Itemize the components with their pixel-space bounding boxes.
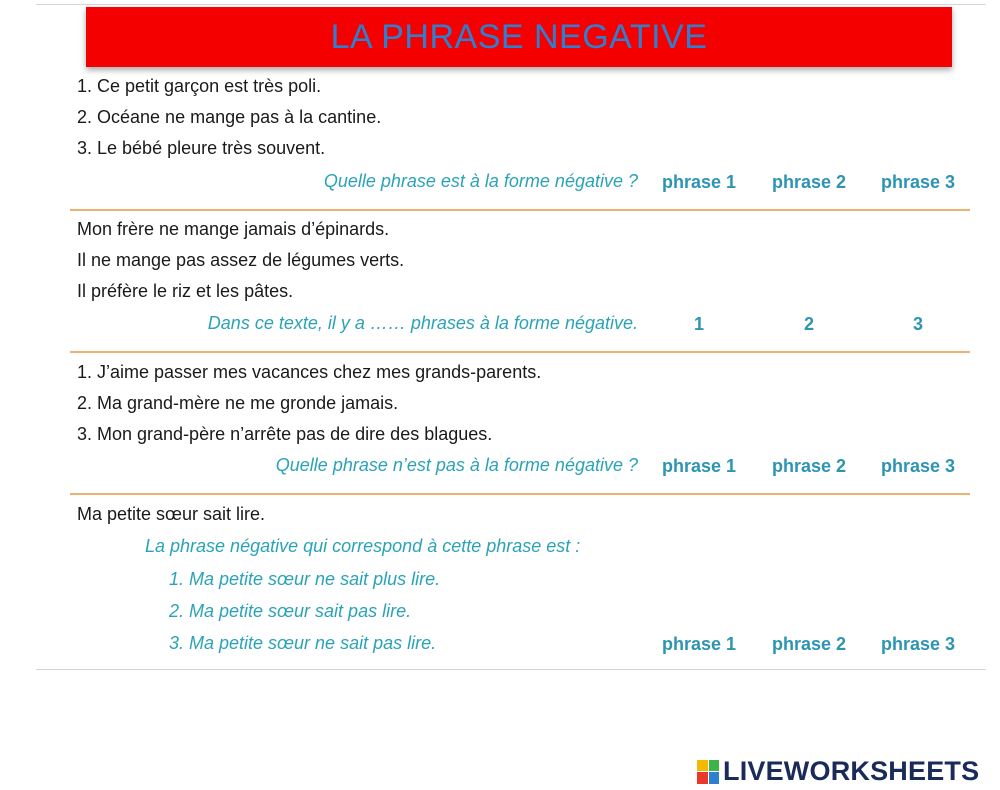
answer-option-1[interactable]: 1: [693, 314, 704, 334]
answer-option-1[interactable]: phrase 1: [661, 456, 737, 476]
question-text: Quelle phrase n’est pas à la forme négative ?: [275, 455, 638, 475]
section-divider: [70, 209, 970, 211]
answer-option-2[interactable]: 2: [803, 314, 814, 334]
sentence-line: 1. J’aime passer mes vacances chez mes grands-parents.: [77, 362, 542, 382]
title-banner: [86, 7, 952, 67]
answer-option-2[interactable]: phrase 2: [771, 634, 847, 654]
question-text: La phrase négative qui correspond à cette phrase est :: [145, 536, 581, 556]
top-border: [36, 4, 986, 5]
question-text: Dans ce texte, il y a …… phrases à la forme négative.: [207, 313, 638, 333]
sentence-line: 2. Océane ne mange pas à la cantine.: [77, 107, 382, 127]
sentence-line: Il préfère le riz et les pâtes.: [77, 281, 294, 301]
answer-option-3[interactable]: phrase 3: [880, 634, 956, 654]
liveworksheets-logo[interactable]: [697, 756, 979, 787]
bottom-border: [36, 669, 986, 670]
answer-option-1[interactable]: phrase 1: [661, 634, 737, 654]
answer-option-2[interactable]: phrase 2: [771, 172, 847, 192]
question-text: Quelle phrase est à la forme négative ?: [323, 171, 638, 191]
page-title: LA PHRASE NEGATIVE: [330, 17, 708, 56]
section-divider: [70, 493, 970, 495]
sentence-line: Mon frère ne mange jamais d’épinards.: [77, 219, 390, 239]
choice-line: 3. Ma petite sœur ne sait pas lire.: [169, 633, 437, 653]
section-divider: [70, 351, 970, 353]
sentence-line: 2. Ma grand-mère ne me gronde jamais.: [77, 393, 399, 413]
answer-option-1[interactable]: phrase 1: [661, 172, 737, 192]
choice-line: 2. Ma petite sœur sait pas lire.: [169, 601, 412, 621]
sentence-line: 1. Ce petit garçon est très poli.: [77, 76, 322, 96]
logo-text: LIVEWORKSHEETS: [723, 756, 980, 786]
sentence-line: Il ne mange pas assez de légumes verts.: [77, 250, 405, 270]
answer-option-3[interactable]: phrase 3: [880, 172, 956, 192]
answer-option-2[interactable]: phrase 2: [771, 456, 847, 476]
sentence-line: 3. Mon grand-père n’arrête pas de dire des blagues.: [77, 424, 493, 444]
choice-line: 1. Ma petite sœur ne sait plus lire.: [169, 569, 441, 589]
answer-option-3[interactable]: phrase 3: [880, 456, 956, 476]
sentence-line: Ma petite sœur sait lire.: [77, 504, 266, 524]
sentence-line: 3. Le bébé pleure très souvent.: [77, 138, 326, 158]
answer-option-3[interactable]: 3: [912, 314, 923, 334]
liveworksheets-logo-icon: [697, 760, 719, 784]
